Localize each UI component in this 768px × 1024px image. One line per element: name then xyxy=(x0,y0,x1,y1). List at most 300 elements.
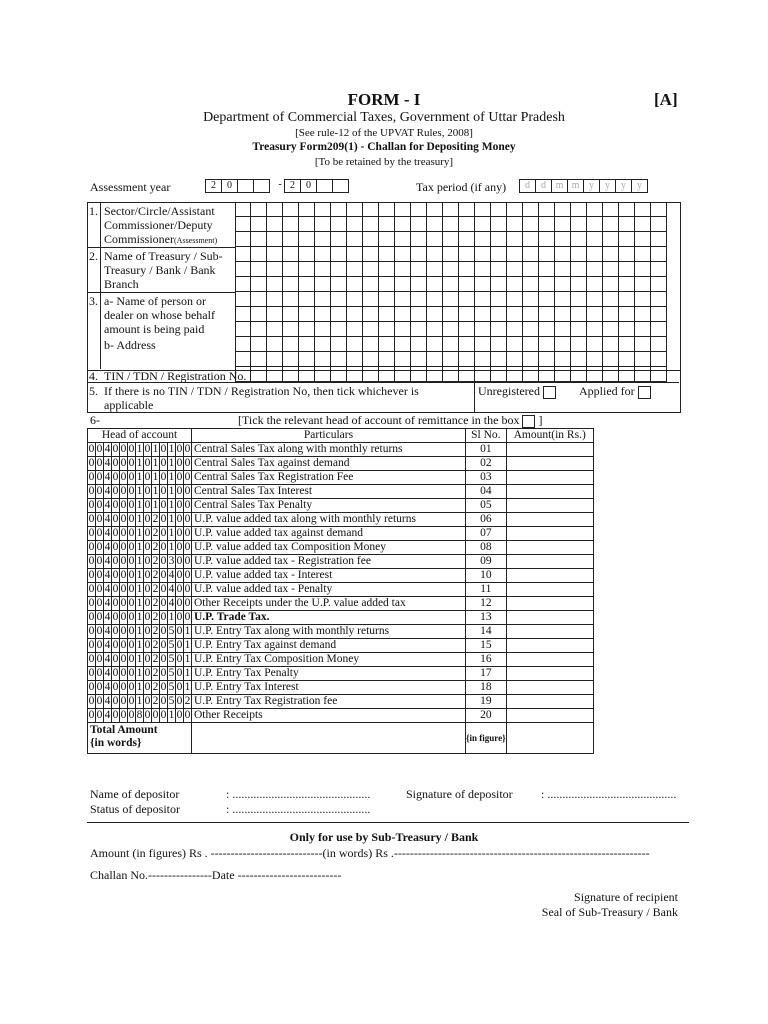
tp-box[interactable]: m xyxy=(551,179,568,193)
entry-cell[interactable] xyxy=(491,217,507,232)
entry-cell[interactable] xyxy=(267,352,283,367)
entry-cell[interactable] xyxy=(427,262,443,277)
entry-cell[interactable] xyxy=(411,277,427,292)
entry-cell[interactable] xyxy=(299,232,315,247)
entry-cell[interactable] xyxy=(411,262,427,277)
entry-cell[interactable] xyxy=(475,202,491,217)
entry-cell[interactable] xyxy=(395,202,411,217)
entry-cell[interactable] xyxy=(587,307,603,322)
entry-cell[interactable] xyxy=(635,247,651,262)
entry-cell[interactable] xyxy=(475,262,491,277)
entry-cell[interactable] xyxy=(267,217,283,232)
entry-cell[interactable] xyxy=(619,217,635,232)
total-words-input[interactable] xyxy=(192,723,466,754)
entry-cell[interactable] xyxy=(427,322,443,337)
entry-cell[interactable] xyxy=(251,307,267,322)
entry-cell[interactable] xyxy=(459,262,475,277)
entry-cell[interactable] xyxy=(251,292,267,307)
entry-cell[interactable] xyxy=(379,247,395,262)
entry-cell[interactable] xyxy=(491,232,507,247)
entry-cell[interactable] xyxy=(555,322,571,337)
entry-cell[interactable] xyxy=(267,307,283,322)
entry-cell[interactable] xyxy=(603,322,619,337)
entry-cell[interactable] xyxy=(251,202,267,217)
tp-box[interactable]: d xyxy=(519,179,536,193)
entry-cell[interactable] xyxy=(507,337,523,352)
entry-cell[interactable] xyxy=(619,277,635,292)
entry-cell[interactable] xyxy=(603,292,619,307)
entry-cell[interactable] xyxy=(235,337,251,352)
signature-depositor-field[interactable]: : ........................................... xyxy=(541,787,677,801)
entry-cell[interactable] xyxy=(555,262,571,277)
entry-cell[interactable] xyxy=(395,322,411,337)
entry-cell[interactable] xyxy=(331,337,347,352)
entry-cell[interactable] xyxy=(523,202,539,217)
entry-cell[interactable] xyxy=(507,292,523,307)
entry-cell[interactable] xyxy=(251,277,267,292)
entry-cell[interactable] xyxy=(587,352,603,367)
entry-cell[interactable] xyxy=(459,232,475,247)
amount-input[interactable] xyxy=(506,583,593,597)
entry-cell[interactable] xyxy=(651,352,667,367)
entry-cell[interactable] xyxy=(571,352,587,367)
entry-cell[interactable] xyxy=(347,247,363,262)
entry-cell[interactable] xyxy=(635,307,651,322)
entry-cell[interactable] xyxy=(395,247,411,262)
entry-cell[interactable] xyxy=(571,232,587,247)
entry-cell[interactable] xyxy=(619,337,635,352)
entry-cell[interactable] xyxy=(315,277,331,292)
entry-cell[interactable] xyxy=(651,232,667,247)
ay-box[interactable] xyxy=(253,179,270,193)
entry-cell[interactable] xyxy=(299,322,315,337)
section6-checkbox[interactable] xyxy=(522,415,535,428)
tp-box[interactable]: y xyxy=(599,179,616,193)
entry-cell[interactable] xyxy=(315,247,331,262)
entry-cell[interactable] xyxy=(411,337,427,352)
total-figure-input[interactable] xyxy=(506,723,593,754)
entry-cell[interactable] xyxy=(523,352,539,367)
entry-cell[interactable] xyxy=(571,217,587,232)
entry-cell[interactable] xyxy=(587,247,603,262)
amount-input[interactable] xyxy=(506,471,593,485)
entry-cell[interactable] xyxy=(235,352,251,367)
table-row[interactable] xyxy=(88,625,594,639)
table-row[interactable] xyxy=(88,499,594,513)
entry-cell[interactable] xyxy=(267,202,283,217)
entry-cell[interactable] xyxy=(427,247,443,262)
entry-cell[interactable] xyxy=(443,202,459,217)
entry-cell[interactable] xyxy=(331,202,347,217)
entry-cell[interactable] xyxy=(411,232,427,247)
amount-input[interactable] xyxy=(506,597,593,611)
entry-cell[interactable] xyxy=(523,232,539,247)
entry-cell[interactable] xyxy=(283,202,299,217)
entry-cell[interactable] xyxy=(555,247,571,262)
status-of-depositor-field[interactable]: : .............................................. xyxy=(226,802,371,816)
entry-cell[interactable] xyxy=(539,322,555,337)
entry-cell[interactable] xyxy=(475,232,491,247)
entry-cell[interactable] xyxy=(651,247,667,262)
entry-cell[interactable] xyxy=(235,202,251,217)
entry-cell[interactable] xyxy=(603,307,619,322)
entry-cell[interactable] xyxy=(363,322,379,337)
entry-cell[interactable] xyxy=(283,277,299,292)
entry-cell[interactable] xyxy=(411,322,427,337)
entry-cell[interactable] xyxy=(331,322,347,337)
entry-cell[interactable] xyxy=(283,247,299,262)
table-row[interactable] xyxy=(88,527,594,541)
entry-cell[interactable] xyxy=(347,352,363,367)
table-row[interactable] xyxy=(88,457,594,471)
entry-cell[interactable] xyxy=(523,307,539,322)
entry-cell[interactable] xyxy=(475,307,491,322)
table-row[interactable] xyxy=(88,443,594,457)
entry-cell[interactable] xyxy=(299,217,315,232)
entry-cell[interactable] xyxy=(475,322,491,337)
tp-box[interactable]: y xyxy=(631,179,648,193)
table-row[interactable] xyxy=(88,569,594,583)
entry-cell[interactable] xyxy=(635,337,651,352)
entry-cell[interactable] xyxy=(283,217,299,232)
entry-cell[interactable] xyxy=(235,217,251,232)
entry-cell[interactable] xyxy=(507,322,523,337)
entry-cell[interactable] xyxy=(347,277,363,292)
entry-cell[interactable] xyxy=(379,217,395,232)
entry-cell[interactable] xyxy=(507,307,523,322)
table-row[interactable] xyxy=(88,653,594,667)
entry-cell[interactable] xyxy=(443,322,459,337)
entry-cell[interactable] xyxy=(395,217,411,232)
entry-cell[interactable] xyxy=(443,277,459,292)
entry-cell[interactable] xyxy=(491,292,507,307)
table-row[interactable] xyxy=(88,471,594,485)
entry-cell[interactable] xyxy=(267,292,283,307)
entry-cell[interactable] xyxy=(491,247,507,262)
entry-cell[interactable] xyxy=(395,277,411,292)
entry-cell[interactable] xyxy=(347,337,363,352)
amount-input[interactable] xyxy=(506,653,593,667)
entry-cell[interactable] xyxy=(459,322,475,337)
entry-cell[interactable] xyxy=(571,322,587,337)
entry-cell[interactable] xyxy=(587,277,603,292)
entry-cell[interactable] xyxy=(491,307,507,322)
entry-cell[interactable] xyxy=(635,202,651,217)
entry-cell[interactable] xyxy=(443,292,459,307)
entry-cell[interactable] xyxy=(475,247,491,262)
amount-input[interactable] xyxy=(506,681,593,695)
ay-box[interactable] xyxy=(237,179,254,193)
table-row[interactable] xyxy=(88,709,594,723)
entry-cell[interactable] xyxy=(603,247,619,262)
entry-cell[interactable] xyxy=(299,307,315,322)
entry-cell[interactable] xyxy=(331,232,347,247)
entry-cell[interactable] xyxy=(475,352,491,367)
entry-cell[interactable] xyxy=(635,232,651,247)
entry-cell[interactable] xyxy=(619,262,635,277)
entry-cell[interactable] xyxy=(379,232,395,247)
entry-cell[interactable] xyxy=(603,277,619,292)
entry-cell[interactable] xyxy=(571,247,587,262)
amount-input[interactable] xyxy=(506,485,593,499)
challan-date-line[interactable]: Challan No.----------------Date -------------------------- xyxy=(90,868,342,882)
entry-cell[interactable] xyxy=(635,352,651,367)
entry-cell[interactable] xyxy=(267,262,283,277)
entry-cell[interactable] xyxy=(395,352,411,367)
entry-cell[interactable] xyxy=(587,232,603,247)
applied-for-checkbox[interactable] xyxy=(638,386,651,399)
name-of-depositor-field[interactable]: : .............................................. xyxy=(226,787,371,801)
entry-cell[interactable] xyxy=(363,337,379,352)
entry-cell[interactable] xyxy=(571,307,587,322)
entry-cell[interactable] xyxy=(619,247,635,262)
entry-cell[interactable] xyxy=(635,322,651,337)
entry-cell[interactable] xyxy=(315,352,331,367)
entry-cell[interactable] xyxy=(347,292,363,307)
entry-cell[interactable] xyxy=(619,292,635,307)
entry-cell[interactable] xyxy=(507,352,523,367)
entry-cell[interactable] xyxy=(539,307,555,322)
entry-cell[interactable] xyxy=(315,202,331,217)
amount-input[interactable] xyxy=(506,457,593,471)
entry-cell[interactable] xyxy=(331,307,347,322)
amount-input[interactable] xyxy=(506,443,593,457)
applied-for-option[interactable] xyxy=(579,384,651,399)
entry-cell[interactable] xyxy=(523,277,539,292)
entry-cell[interactable] xyxy=(507,262,523,277)
entry-cell[interactable] xyxy=(603,202,619,217)
entry-cell[interactable] xyxy=(235,262,251,277)
entry-cell[interactable] xyxy=(379,292,395,307)
entry-cell[interactable] xyxy=(379,322,395,337)
entry-cell[interactable] xyxy=(379,262,395,277)
entry-cell[interactable] xyxy=(475,217,491,232)
entry-cell[interactable] xyxy=(507,247,523,262)
entry-cell[interactable] xyxy=(267,337,283,352)
entry-cell[interactable] xyxy=(555,337,571,352)
entry-cell[interactable] xyxy=(299,202,315,217)
entry-cell[interactable] xyxy=(235,277,251,292)
entry-cell[interactable] xyxy=(539,262,555,277)
entry-cell[interactable] xyxy=(459,277,475,292)
entry-cell[interactable] xyxy=(411,307,427,322)
entry-cell[interactable] xyxy=(571,202,587,217)
tax-period-boxes[interactable] xyxy=(519,179,647,194)
entry-cell[interactable] xyxy=(299,262,315,277)
entry-cell[interactable] xyxy=(555,202,571,217)
unregistered-checkbox[interactable] xyxy=(543,386,556,399)
table-row[interactable] xyxy=(88,611,594,625)
entry-cell[interactable] xyxy=(251,322,267,337)
entry-cell[interactable] xyxy=(443,232,459,247)
tp-box[interactable]: m xyxy=(567,179,584,193)
entry-cell[interactable] xyxy=(651,322,667,337)
entry-cell[interactable] xyxy=(331,247,347,262)
entry-cell[interactable] xyxy=(331,352,347,367)
entry-cell[interactable] xyxy=(475,277,491,292)
entry-cell[interactable] xyxy=(539,337,555,352)
entry-cell[interactable] xyxy=(347,307,363,322)
entry-cell[interactable] xyxy=(555,352,571,367)
entry-cell[interactable] xyxy=(619,202,635,217)
entry-cell[interactable] xyxy=(539,232,555,247)
amount-input[interactable] xyxy=(506,513,593,527)
entry-cell[interactable] xyxy=(331,277,347,292)
entry-cell[interactable] xyxy=(379,307,395,322)
entry-cell[interactable] xyxy=(363,232,379,247)
entry-cell[interactable] xyxy=(299,352,315,367)
entry-cell[interactable] xyxy=(283,232,299,247)
entry-cell[interactable] xyxy=(603,262,619,277)
entry-cell[interactable] xyxy=(251,337,267,352)
entry-cell[interactable] xyxy=(299,247,315,262)
entry-cell[interactable] xyxy=(507,202,523,217)
entry-cell[interactable] xyxy=(251,352,267,367)
entry-cell[interactable] xyxy=(251,217,267,232)
entry-cell[interactable] xyxy=(347,322,363,337)
entry-cell[interactable] xyxy=(379,352,395,367)
entry-cell[interactable] xyxy=(235,247,251,262)
amount-input[interactable] xyxy=(506,625,593,639)
entry-cell[interactable] xyxy=(619,322,635,337)
entry-cell[interactable] xyxy=(363,247,379,262)
amount-input[interactable] xyxy=(506,611,593,625)
table-row[interactable] xyxy=(88,695,594,709)
entry-cell[interactable] xyxy=(395,337,411,352)
entry-cell[interactable] xyxy=(395,292,411,307)
amount-input[interactable] xyxy=(506,695,593,709)
entry-cell[interactable] xyxy=(555,232,571,247)
entry-cell[interactable] xyxy=(315,292,331,307)
entry-cell[interactable] xyxy=(635,277,651,292)
amount-input[interactable] xyxy=(506,499,593,513)
entry-cell[interactable] xyxy=(539,277,555,292)
entry-cell[interactable] xyxy=(651,337,667,352)
entry-cell[interactable] xyxy=(427,292,443,307)
entry-cell[interactable] xyxy=(315,217,331,232)
entry-cell[interactable] xyxy=(651,217,667,232)
entry-cell[interactable] xyxy=(507,217,523,232)
entry-cell[interactable] xyxy=(459,352,475,367)
ay-box[interactable]: 0 xyxy=(221,179,238,193)
entry-cell[interactable] xyxy=(587,292,603,307)
amount-input[interactable] xyxy=(506,569,593,583)
entry-cell[interactable] xyxy=(587,337,603,352)
entry-cell[interactable] xyxy=(379,202,395,217)
entry-cell[interactable] xyxy=(427,277,443,292)
amount-line[interactable]: Amount (in figures) Rs . ----------------------------(in words) Rs .---------------------------------------------------------------- xyxy=(90,846,650,860)
tp-box[interactable]: y xyxy=(583,179,600,193)
amount-input[interactable] xyxy=(506,527,593,541)
entry-cell[interactable] xyxy=(539,292,555,307)
entry-cell[interactable] xyxy=(251,247,267,262)
entry-cell[interactable] xyxy=(459,292,475,307)
entry-cell[interactable] xyxy=(491,202,507,217)
ay-box[interactable]: 2 xyxy=(205,179,222,193)
entry-cell[interactable] xyxy=(427,232,443,247)
entry-cell[interactable] xyxy=(491,352,507,367)
entry-cell[interactable] xyxy=(395,232,411,247)
entry-cell[interactable] xyxy=(347,232,363,247)
entry-cell[interactable] xyxy=(235,232,251,247)
entry-cell[interactable] xyxy=(411,292,427,307)
entry-cell[interactable] xyxy=(443,337,459,352)
entry-cell[interactable] xyxy=(523,217,539,232)
entry-cell[interactable] xyxy=(443,262,459,277)
entry-cell[interactable] xyxy=(491,262,507,277)
entry-cell[interactable] xyxy=(603,337,619,352)
entry-cell[interactable] xyxy=(491,337,507,352)
entry-cell[interactable] xyxy=(235,307,251,322)
tp-box[interactable]: d xyxy=(535,179,552,193)
entry-cell[interactable] xyxy=(459,247,475,262)
entry-cell[interactable] xyxy=(491,277,507,292)
entry-cell[interactable] xyxy=(571,337,587,352)
entry-cell[interactable] xyxy=(555,217,571,232)
entry-cell[interactable] xyxy=(283,352,299,367)
assessment-year-boxes[interactable] xyxy=(205,179,348,194)
entry-cell[interactable] xyxy=(619,307,635,322)
entry-cell[interactable] xyxy=(443,247,459,262)
table-row[interactable] xyxy=(88,541,594,555)
entry-cell[interactable] xyxy=(427,352,443,367)
entry-cell[interactable] xyxy=(523,247,539,262)
entry-cell[interactable] xyxy=(299,277,315,292)
table-row[interactable] xyxy=(88,639,594,653)
entry-cell[interactable] xyxy=(411,202,427,217)
entry-cell[interactable] xyxy=(523,337,539,352)
entry-cell[interactable] xyxy=(251,232,267,247)
entry-cell[interactable] xyxy=(507,277,523,292)
entry-cell[interactable] xyxy=(523,262,539,277)
entry-cell[interactable] xyxy=(587,262,603,277)
table-row[interactable] xyxy=(88,597,594,611)
entry-cell[interactable] xyxy=(267,322,283,337)
entry-cell[interactable] xyxy=(363,277,379,292)
entry-cell[interactable] xyxy=(651,307,667,322)
table-row[interactable] xyxy=(88,513,594,527)
entry-cell[interactable] xyxy=(475,337,491,352)
table-row[interactable] xyxy=(88,667,594,681)
entry-cell[interactable] xyxy=(267,247,283,262)
entry-cell[interactable] xyxy=(555,277,571,292)
entry-cell[interactable] xyxy=(283,292,299,307)
entry-cell[interactable] xyxy=(651,277,667,292)
entry-cell[interactable] xyxy=(235,322,251,337)
entry-cell[interactable] xyxy=(571,292,587,307)
entry-cell[interactable] xyxy=(315,307,331,322)
entry-cell[interactable] xyxy=(427,307,443,322)
entry-cell[interactable] xyxy=(475,292,491,307)
unregistered-option[interactable] xyxy=(478,384,556,399)
entry-cell[interactable] xyxy=(539,202,555,217)
entry-cell[interactable] xyxy=(347,262,363,277)
entry-cell[interactable] xyxy=(587,217,603,232)
entry-cell[interactable] xyxy=(603,352,619,367)
entry-cell[interactable] xyxy=(603,232,619,247)
entry-cell[interactable] xyxy=(411,217,427,232)
entry-cell[interactable] xyxy=(619,352,635,367)
entry-cell[interactable] xyxy=(459,337,475,352)
entry-cell[interactable] xyxy=(443,217,459,232)
entry-cell[interactable] xyxy=(459,217,475,232)
entry-cell[interactable] xyxy=(315,262,331,277)
amount-input[interactable] xyxy=(506,667,593,681)
entry-cell[interactable] xyxy=(587,202,603,217)
ay-box[interactable]: 2 xyxy=(284,179,301,193)
entry-cell[interactable] xyxy=(235,292,251,307)
entry-cell[interactable] xyxy=(427,337,443,352)
